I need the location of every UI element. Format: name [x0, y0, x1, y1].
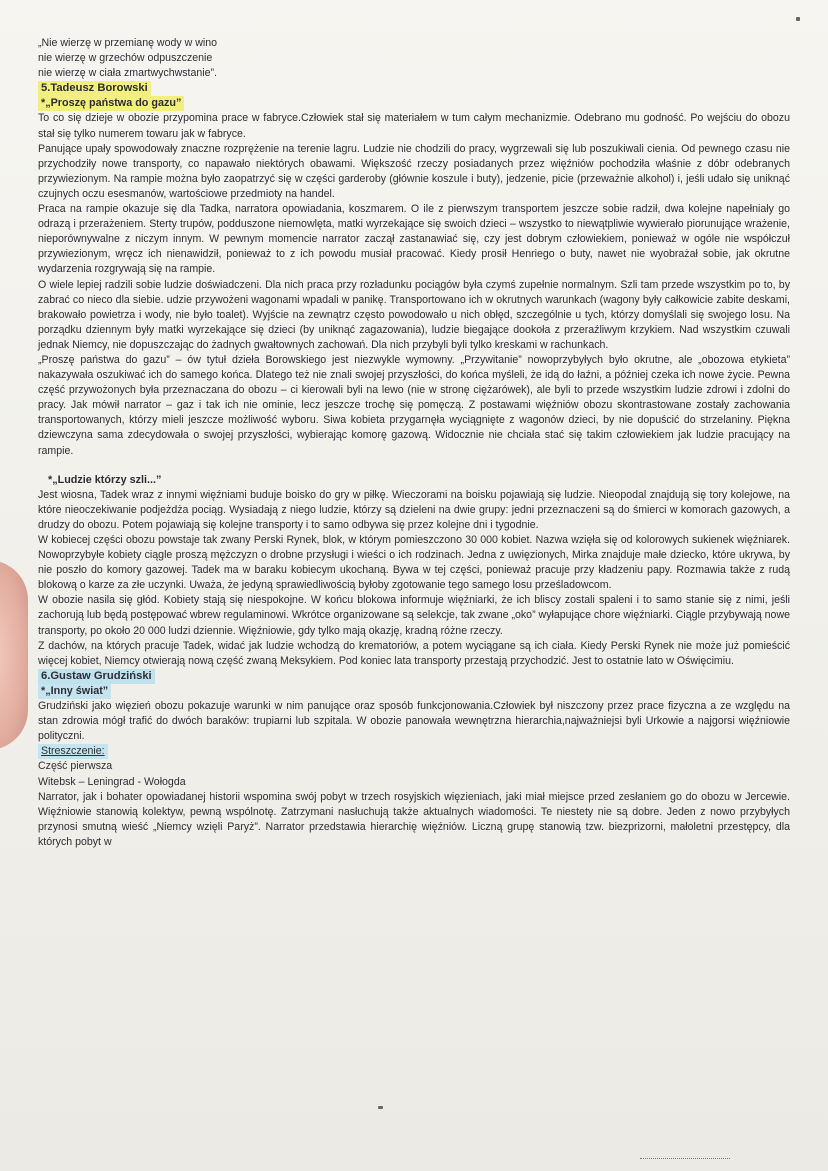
paragraph: O wiele lepiej radzili sobie ludzie doświadczeni. Dla nich praca przy rozładunku pociągów była czymś zupełnie normalnym. Szli tam przede wszystkim po to, by zabrać co nieco dla siebie. udzie przywożeni wagonami wpadali w panikę. Transportowano ich w okrutnych warunkach (wagony były całkowicie zabite deskami, brakowało powietrza i wody, nie było toalet). Wyjście na zewnątrz często powodowało u nich obłęd, szczególnie u tych, którzy domyślali się swojego losu. Na porządku dziennym były matki wyrzekające się dzieci (by uniknąć zagazowania), ludzie biegające dookoła z przeraźliwym krzykiem. Nad wszystkim czuwali jednak Niemcy, nie dopuszczając do żadnych gwałtownych zachowań. Dla nich przybyli byli tylko kreskami w rachunkach. [38, 278, 790, 351]
paragraph: To co się dzieje w obozie przypomina prace w fabryce.Człowiek stał się materiałem w tum całym mechanizmie. Odebrano mu godność. Po wejściu do obozu stał się tylko numerem towaru jak w fabryce. [38, 112, 790, 140]
poem-line: „Nie wierzę w przemianę wody w wino [38, 37, 217, 49]
route-label: Witebsk – Leningrad - Wołogda [38, 775, 186, 788]
paragraph: Praca na rampie okazuje się dla Tadka, narratora opowiadania, koszmarem. O ile z pierwszym transportem jeszcze sobie radził, dwa kolejne napełniały go odrazą i przerażeniem. Sterty trupów, podduszone niemowlęta, matki wyrzekające się swoich dzieci – wszystko to niewątpliwie wywierało piorunujące wrażenie, nieporównywalne z niczym innym. W pewnym momencie narrator zaczął zastanawiać się, czy jest dobrym człowiekiem, ponieważ w ogóle nie współczuł przywiezionym, wręcz ich nienawidził, ponieważ to z ich powodu musiał pracować. Kiedy prosił Henriego o buty, nawet nie wyobrażał sobie, jak okrutne wydarzenia rozgrywają się na rampie. [38, 203, 790, 276]
corner-mark [796, 17, 800, 21]
paragraph: Jest wiosna, Tadek wraz z innymi więźniami buduje boisko do gry w piłkę. Wieczorami na boisku pojawiają się ludzie. Nieopodal znajdują się tory kolejowe, na które nieoczekiwanie podjeżdża pociąg. Wysiadają z niego ludzie, którzy są dzieleni na dwie grupy: jedni przeznaczeni są do śmierci w komorach gazowych, a drudzy do obozu. Potem pojawiają się kolejne transporty i to samo odbywa się przez kolejne dni i tygodnie. [38, 488, 790, 531]
section-heading-borowski: 5.Tadeusz Borowski [38, 81, 151, 96]
story-title-inny-swiat: *„Inny świat” [38, 684, 111, 699]
story-title-ludzie-ktorzy-szli: *„Ludzie którzy szli...” [48, 473, 162, 486]
stray-mark [378, 1106, 383, 1109]
poem-line: nie wierzę w ciała zmartwychwstanie”. [38, 67, 217, 80]
paragraph: Narrator, jak i bohater opowiadanej historii wspomina swój pobyt w trzech rosyjskich więzieniach, jaki miał miejsce przed zesłaniem go do obozu w Jercewie. Więźniowie stanowią kolektyw, pewną wspólnotę. Zatrzymani nasłuchują także aktualnych wiadomości. Te niestety nie są dobre. Jeden z nowo przybyłych przynosi smutną wieść „Niemcy wzięli Paryż”. Narrator przedstawia hierarchię więźniów. Liczną grupę stanowią tzw. biezprizorni, małoletni przestępcy, dla których pobyt w [38, 790, 790, 848]
poem-line: nie wierzę w grzechów odpuszczenie [38, 52, 213, 65]
paragraph: Panujące upały spowodowały znaczne rozprężenie na terenie lagru. Ludzie nie chodzili do pracy, wygrzewali się lub poszukiwali cienia. Od pewnego czasu nie przychodziły nowe transporty, co napawało niektórych obawami. Większość rzeczy posiadanych przez więźniów pochodziła właśnie z dóbr odebranych przywiezionym. Na rampie można było zaopatrzyć się w części garderoby (głównie koszule i buty), jedzenie, picie (przeważnie alkohol) i, jeśli udało się uniknąć czujnych oczu esesmanów, wartościowe przedmioty na handel. [38, 142, 790, 200]
part-label: Część pierwsza [38, 760, 113, 773]
bottom-marks [640, 1158, 730, 1161]
finger-shadow [0, 560, 28, 750]
paragraph: W obozie nasila się głód. Kobiety stają się niespokojne. W końcu blokowa informuje więźniarki, że ich bliscy zostali spaleni i to samo stanie się z nimi, jeśli zachorują lub będą postępować wbrew regulaminowi. Wkrótce organizowane są selekcje, tak zwane „oko” wyłapujące chore więźniarki. Ciągle przybywają nowe transporty, po około 20 000 ludzi dziennie. Więźniowie, gdy tylko mają okazję, kradną różne rzeczy. [38, 594, 790, 637]
paragraph: Z dachów, na których pracuje Tadek, widać jak ludzie wchodzą do krematoriów, a potem wyciągane są ich ciała. Kiedy Perski Rynek nie może już pomieścić więcej kobiet, Niemcy otwierają nową część zwaną Meksykiem. Pod koniec lata transporty przestają przychodzić. Jest to ostatnie lato w Oświęcimiu. [38, 639, 790, 667]
paragraph: W kobiecej części obozu powstaje tak zwany Perski Rynek, blok, w którym pomieszczono 30 000 kobiet. Nazwa wzięła się od kolorowych sukienek więźniarek. Nowoprzybyłe kobiety ciągle proszą mężczyzn o drobne przysługi i wieści o ich rodzinach. Jedna z uwięzionych, Mirka znajduje małe dziecko, które ukrywa, by nie poszło do komory gazowej. Tadek ma w baraku kobiecym ukochaną. Bywa w tej części, ponieważ pracuje przy kładzeniu papy. Rozmawia także z rudą blokową o karze za złe uczynki. Uważa, że jedyną sprawiedliwością byłoby zgotowanie tego samego losu prześladowcom. [38, 534, 790, 592]
story-title-prosze-panstwa: *„Proszę państwa do gazu” [38, 96, 184, 111]
paragraph: „Proszę państwa do gazu” – ów tytuł dzieła Borowskiego jest niezwykle wymowny. „Przywitanie” nowoprzybyłych było okrutne, ale „obozowa etykieta” nakazywała oszukiwać ich do samego końca. Dlatego też nie znali swojej przyszłości, do końca myśleli, że idą do łaźni, a później czeka ich nowe życie. Pewna część przywożonych była przeznaczana do obozu – ci kierowali byli na lewo (nie w stronę ciężarówek), ale byli to przede wszystkim ludzie zdrowi i zdolni do pracy. Jak mówił narrator – gaz i tak ich nie ominie, lecz jeszcze trochę się pomęczą. Z postawami więźniów obozu skontrastowane zostały zachowania transportowanych, którzy mieli jeszcze możliwość wyboru. Siwa kobieta przygarnęła wyciągnięte z wagonów dzieci, by nie dopuścić do strzelaniny. Piękna dziewczyna sama zdecydowała o swojej przyszłości, wybierając komorę gazową. Widocznie nie chciała stać się takim człowiekiem jak ludzie pracujący na rampie. [38, 353, 790, 457]
summary-label: Streszczenie: [38, 744, 108, 759]
poem-quote [38, 36, 790, 81]
section-heading-grudzinski: 6.Gustaw Grudziński [38, 669, 155, 684]
document-content [38, 36, 790, 850]
paragraph: Grudziński jako więzień obozu pokazuje warunki w nim panujące oraz sposób funkcjonowania.Człowiek był niszczony przez prace fizyczna a ze względu na stan zdrowia mógł trafić do dwóch baraków: trupiarni lub szpitala. W obozie panowała wewnętrzna hierarchia,najważniejsi byli Urkowie a najgorsi więźniowie polityczni. [38, 700, 790, 743]
